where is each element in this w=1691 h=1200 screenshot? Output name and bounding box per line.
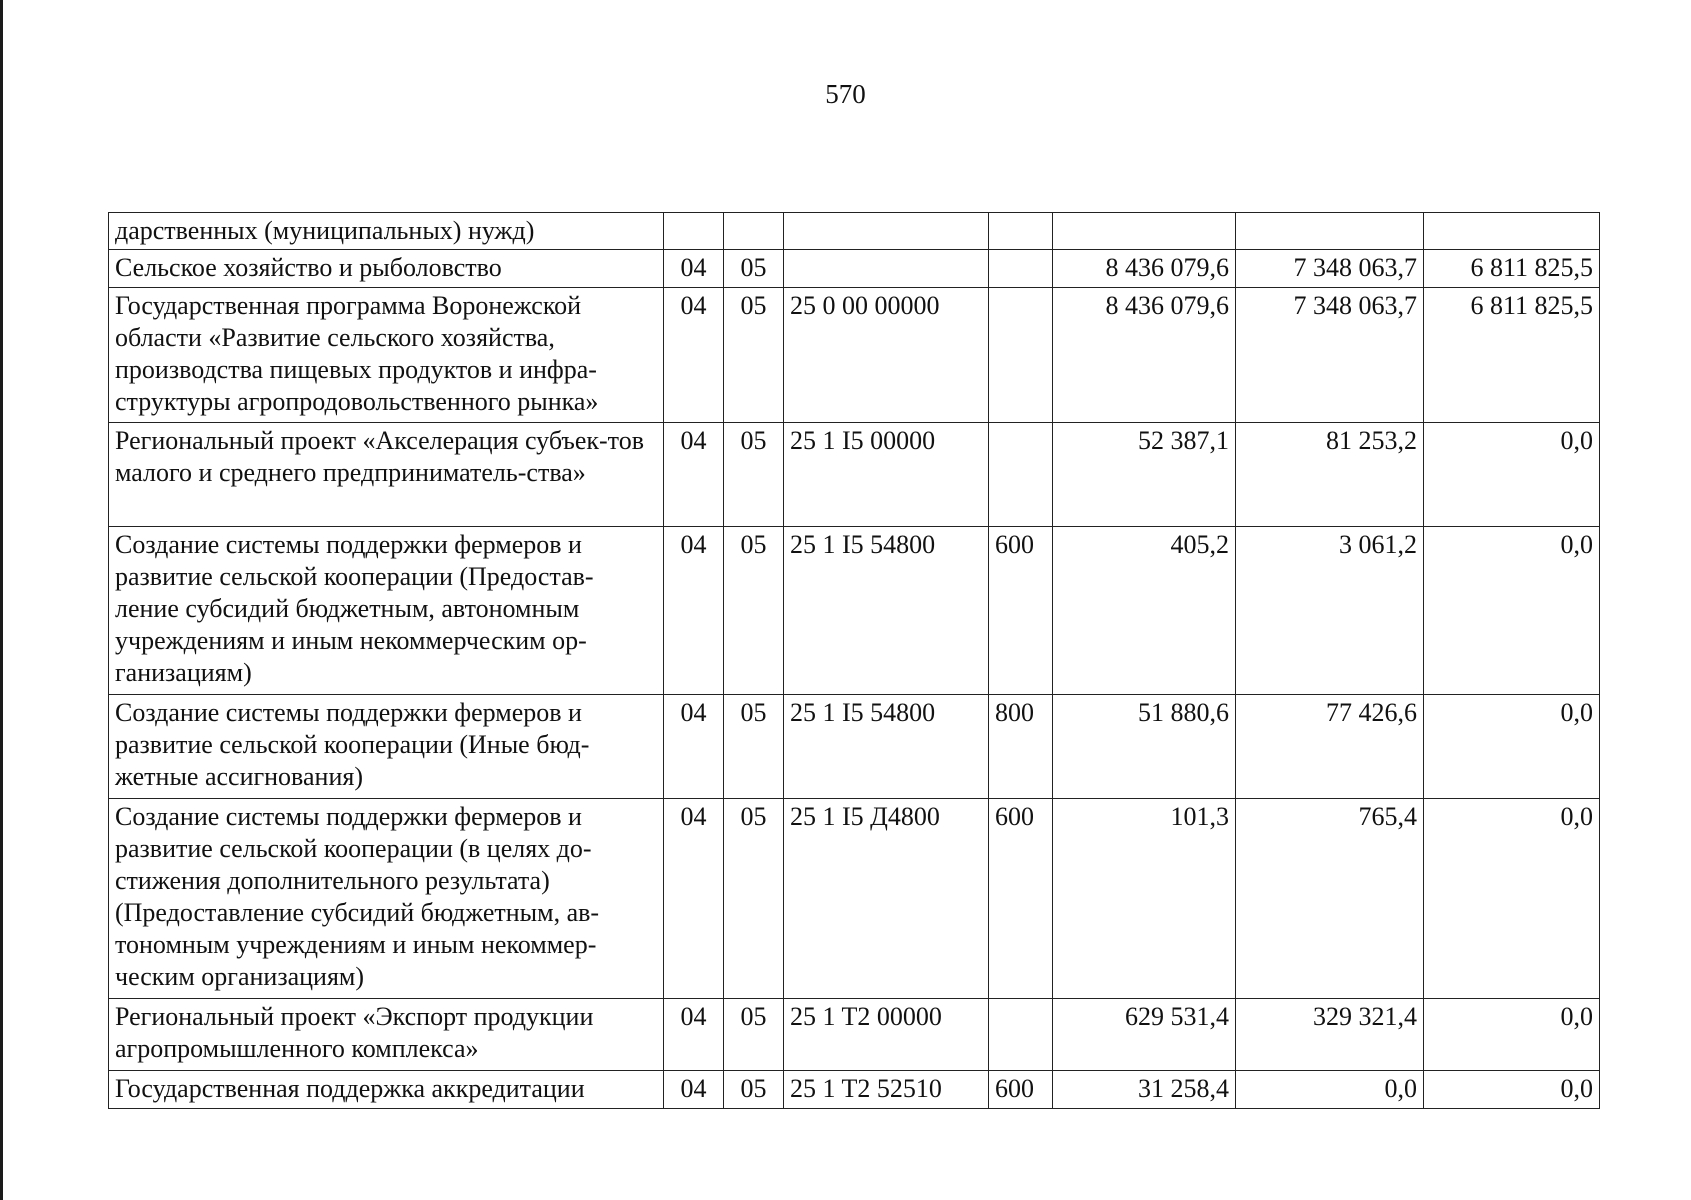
amount-year-2: 3 061,2: [1236, 527, 1424, 695]
row-name: дарственных (муниципальных) нужд): [109, 213, 664, 250]
amount-year-3: 0,0: [1424, 799, 1600, 999]
table-row: [109, 695, 1600, 799]
expense-type-code: [989, 250, 1053, 288]
section-code: 04: [664, 1071, 724, 1109]
section-code: 04: [664, 695, 724, 799]
expense-type-code: 600: [989, 527, 1053, 695]
row-name: Государственная программа Воронежской области «Развитие сельского хозяйства, производства пищевых продуктов и инфра-структуры агропродовольственного рынка»: [109, 288, 664, 423]
section-code: [664, 213, 724, 250]
subsection-code: 05: [724, 250, 784, 288]
scan-edge-line: [0, 0, 3, 1200]
row-name: Региональный проект «Экспорт продукции агропромышленного комплекса»: [109, 999, 664, 1071]
section-code: 04: [664, 527, 724, 695]
amount-year-3: 0,0: [1424, 1071, 1600, 1109]
amount-year-2: 77 426,6: [1236, 695, 1424, 799]
amount-year-3: 0,0: [1424, 999, 1600, 1071]
amount-year-1: 52 387,1: [1053, 423, 1236, 527]
amount-year-2: 81 253,2: [1236, 423, 1424, 527]
section-code: 04: [664, 288, 724, 423]
amount-year-3: 6 811 825,5: [1424, 250, 1600, 288]
subsection-code: 05: [724, 799, 784, 999]
table-row: [109, 799, 1600, 999]
expense-type-code: 800: [989, 695, 1053, 799]
amount-year-1: [1053, 213, 1236, 250]
amount-year-2: 7 348 063,7: [1236, 288, 1424, 423]
amount-year-1: 8 436 079,6: [1053, 288, 1236, 423]
amount-year-3: 0,0: [1424, 423, 1600, 527]
target-article-code: 25 1 I5 Д4800: [784, 799, 989, 999]
target-article-code: 25 1 T2 52510: [784, 1071, 989, 1109]
section-code: 04: [664, 799, 724, 999]
page-number: 570: [825, 79, 866, 109]
amount-year-2: 329 321,4: [1236, 999, 1424, 1071]
table-row: [109, 423, 1600, 527]
subsection-code: 05: [724, 695, 784, 799]
budget-table: [108, 212, 1600, 1109]
expense-type-code: [989, 999, 1053, 1071]
row-name: Региональный проект «Акселерация субъек-тов малого и среднего предприниматель-ства»: [109, 423, 664, 527]
subsection-code: 05: [724, 1071, 784, 1109]
amount-year-1: 51 880,6: [1053, 695, 1236, 799]
amount-year-1: 8 436 079,6: [1053, 250, 1236, 288]
section-code: 04: [664, 999, 724, 1071]
amount-year-1: 101,3: [1053, 799, 1236, 999]
subsection-code: [724, 213, 784, 250]
target-article-code: 25 1 I5 54800: [784, 527, 989, 695]
target-article-code: 25 1 I5 00000: [784, 423, 989, 527]
amount-year-1: 629 531,4: [1053, 999, 1236, 1071]
amount-year-3: 0,0: [1424, 695, 1600, 799]
table-row: [109, 288, 1600, 423]
amount-year-2: 765,4: [1236, 799, 1424, 999]
row-name: Сельское хозяйство и рыболовство: [109, 250, 664, 288]
amount-year-1: 31 258,4: [1053, 1071, 1236, 1109]
amount-year-3: 6 811 825,5: [1424, 288, 1600, 423]
amount-year-3: 0,0: [1424, 527, 1600, 695]
row-name: Государственная поддержка аккредитации: [109, 1071, 664, 1109]
row-name: Создание системы поддержки фермеров и развитие сельской кооперации (Иные бюд-жетные ассигнования): [109, 695, 664, 799]
row-name: Создание системы поддержки фермеров и развитие сельской кооперации (Предостав-ление субсидий бюджетным, автономным учреждениям и иным некоммерческим ор-ганизациям): [109, 527, 664, 695]
expense-type-code: [989, 423, 1053, 527]
subsection-code: 05: [724, 999, 784, 1071]
row-name: Создание системы поддержки фермеров и развитие сельской кооперации (в целях до-стижения дополнительного результата) (Предоставление субсидий бюджетным, ав-тономным учреждениям и иным некоммер-ческим организациям): [109, 799, 664, 999]
table-row: [109, 250, 1600, 288]
expense-type-code: 600: [989, 1071, 1053, 1109]
expense-type-code: [989, 213, 1053, 250]
amount-year-1: 405,2: [1053, 527, 1236, 695]
table-row: [109, 527, 1600, 695]
section-code: 04: [664, 250, 724, 288]
subsection-code: 05: [724, 288, 784, 423]
amount-year-2: [1236, 213, 1424, 250]
table-row: [109, 999, 1600, 1071]
expense-type-code: 600: [989, 799, 1053, 999]
table-row: [109, 1071, 1600, 1109]
target-article-code: [784, 250, 989, 288]
table-row: [109, 213, 1600, 250]
amount-year-3: [1424, 213, 1600, 250]
expense-type-code: [989, 288, 1053, 423]
target-article-code: 25 1 I5 54800: [784, 695, 989, 799]
target-article-code: 25 1 T2 00000: [784, 999, 989, 1071]
subsection-code: 05: [724, 423, 784, 527]
amount-year-2: 0,0: [1236, 1071, 1424, 1109]
amount-year-2: 7 348 063,7: [1236, 250, 1424, 288]
target-article-code: [784, 213, 989, 250]
section-code: 04: [664, 423, 724, 527]
subsection-code: 05: [724, 527, 784, 695]
target-article-code: 25 0 00 00000: [784, 288, 989, 423]
